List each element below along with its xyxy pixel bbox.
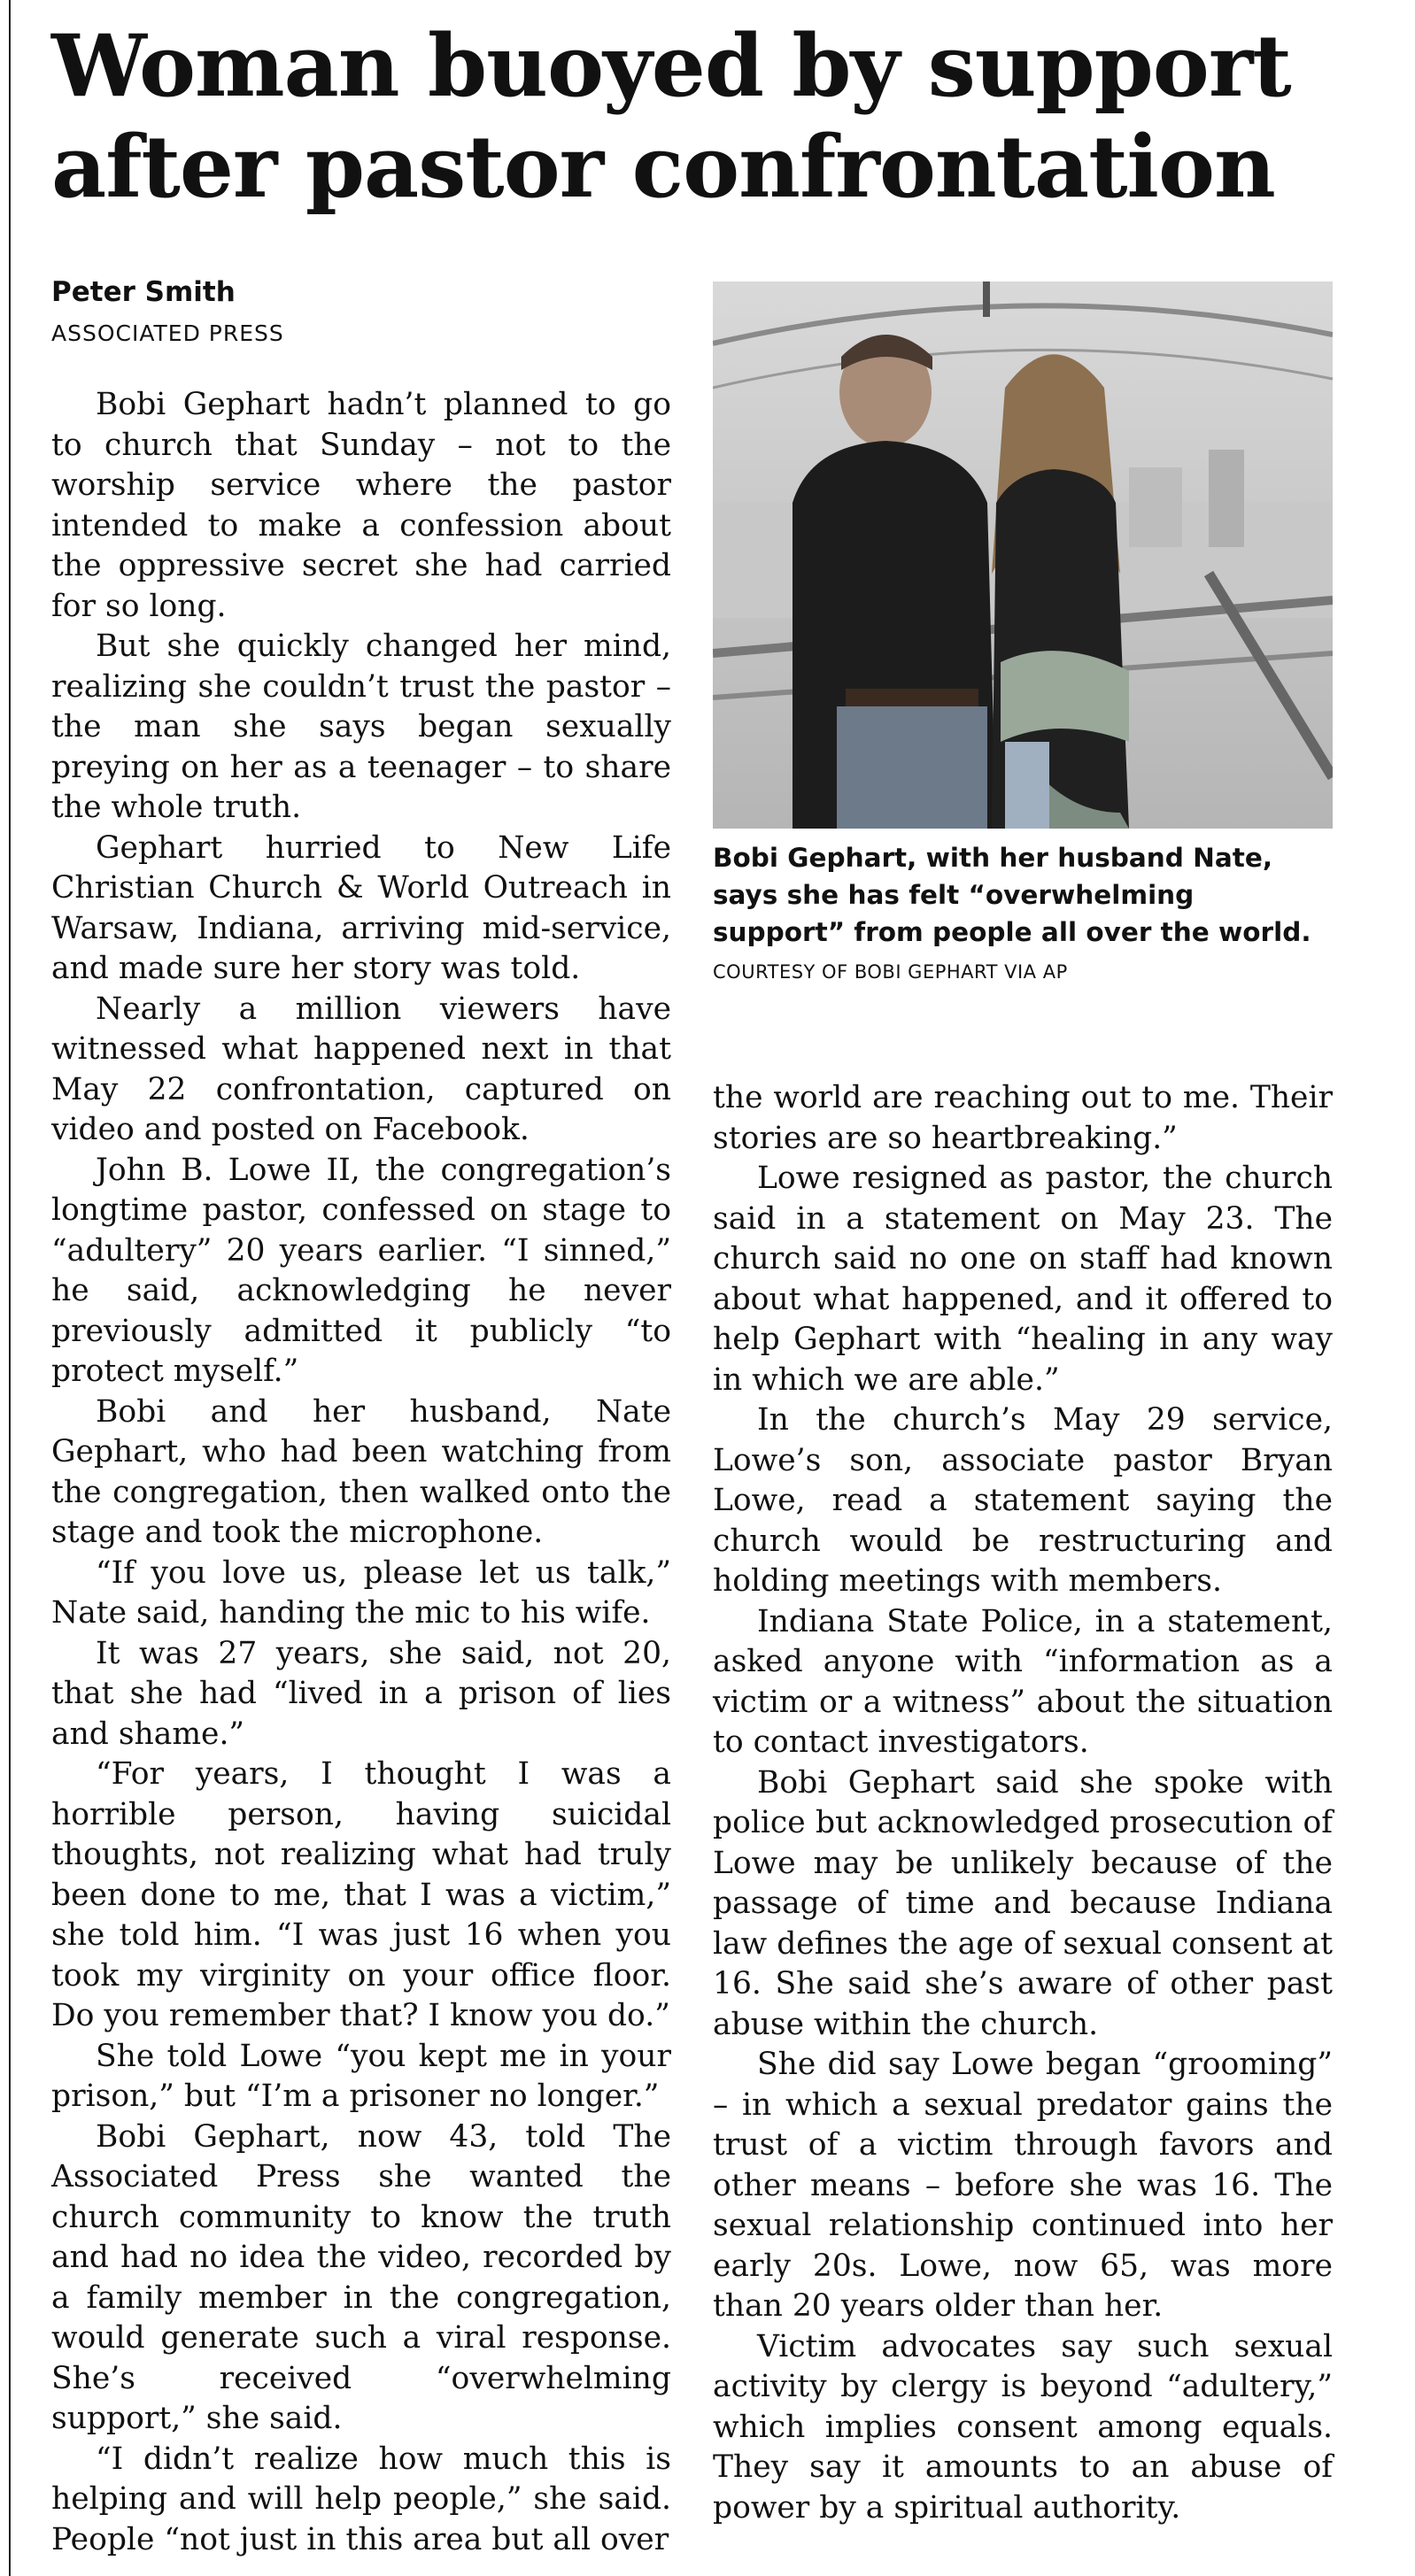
paragraph: Lowe resigned as pastor, the church said in a statement on May 23. The church said no one on staff had known about what happened, and it offered to help Gephart with “healing in any way in which we are able.” bbox=[713, 1161, 1333, 1398]
paragraph: “I didn’t realize how much this is helping and will help people,” she said. People “not just in this area but all over bbox=[51, 2441, 671, 2557]
paragraph: “For years, I thought I was a horrible person, having suicidal thoughts, not realizing what had truly been done to me, that I was a victim,” she told him. “I was just 16 when you took my virginity on your office floor. Do you remember that? I know you do.” bbox=[51, 1756, 671, 2033]
paragraph: She told Lowe “you kept me in your prison,” but “I’m a prisoner no longer.” bbox=[51, 2038, 671, 2114]
paragraph: Bobi Gephart said she spoke with police but acknowledged prosecution of Lowe may be unlikely because of the passage of time and because Indiana law defines the age of sexual consent at 16. She said she’s aware of other past abuse within the church. bbox=[713, 1764, 1333, 2042]
headline: Woman buoyed by support after pastor confrontation bbox=[51, 16, 1291, 217]
paragraph: She did say Lowe began “grooming” – in which a sexual predator gains the trust of a victim through favors and other means – before she was 16. The sexual relationship continued into her early 20s. Lowe, now 65, was more than 20 years older than her. bbox=[713, 2047, 1333, 2324]
paragraph: Victim advocates say such sexual activity by clergy is beyond “adultery,” which implies consent among equals. They say it amounts to an abuse of power by a spiritual authority. bbox=[713, 2328, 1333, 2526]
page-edge-rule bbox=[9, 0, 11, 2576]
paragraph: Nearly a million viewers have witnessed what happened next in that May 22 confrontation, captured on video and posted on Facebook. bbox=[51, 991, 671, 1147]
agency-credit: ASSOCIATED PRESS bbox=[51, 320, 284, 346]
article-column-right bbox=[713, 1078, 1333, 2528]
paragraph: “If you love us, please let us talk,” Nate said, handing the mic to his wife. bbox=[51, 1554, 671, 1631]
couple-photo bbox=[713, 282, 1333, 829]
paragraph: Bobi Gephart hadn’t planned to go to church that Sunday – not to the worship service where the pastor intended to make a confession about the oppressive secret she had carried for so long. bbox=[51, 387, 671, 624]
byline: Peter Smith bbox=[51, 276, 236, 308]
photo-credit: COURTESY OF BOBI GEPHART VIA AP bbox=[713, 961, 1068, 983]
paragraph: But she quickly changed her mind, realizing she couldn’t trust the pastor – the man she says began sexually preying on her as a teenager – to share the whole truth. bbox=[51, 629, 671, 825]
article-column-left bbox=[51, 385, 671, 2560]
paragraph-continuation: the world are reaching out to me. Their stories are so heartbreaking.” bbox=[713, 1080, 1333, 1156]
paragraph: Gephart hurried to New Life Christian Church & World Outreach in Warsaw, Indiana, arriving mid-service, and made sure her story was told. bbox=[51, 829, 671, 986]
paragraph: Bobi Gephart, now 43, told The Associated Press she wanted the church community to know the truth and had no idea the video, recorded by a family member in the congregation, would generate such a viral response. She’s received “overwhelming support,” she said. bbox=[51, 2118, 671, 2436]
paragraph: It was 27 years, she said, not 20, that she had “lived in a prison of lies and shame.” bbox=[51, 1635, 671, 1752]
paragraph: Indiana State Police, in a statement, asked anyone with “information as a victim or a witness” about the situation to contact investigators. bbox=[713, 1603, 1333, 1760]
photo-caption bbox=[713, 839, 1333, 991]
paragraph: John B. Lowe II, the congregation’s longtime pastor, confessed on stage to “adultery” 20 years earlier. “I sinned,” he said, acknowledging he never previously admitted it publicly “to protect myself.” bbox=[51, 1152, 671, 1389]
paragraph: In the church’s May 29 service, Lowe’s son, associate pastor Bryan Lowe, read a statement saying the church would be restructuring and holding meetings with members. bbox=[713, 1402, 1333, 1599]
paragraph: Bobi and her husband, Nate Gephart, who had been watching from the congregation, then walked onto the stage and took the microphone. bbox=[51, 1393, 671, 1550]
caption-text: Bobi Gephart, with her husband Nate, says she has felt “overwhelming support” from people all over the world. bbox=[713, 843, 1311, 947]
